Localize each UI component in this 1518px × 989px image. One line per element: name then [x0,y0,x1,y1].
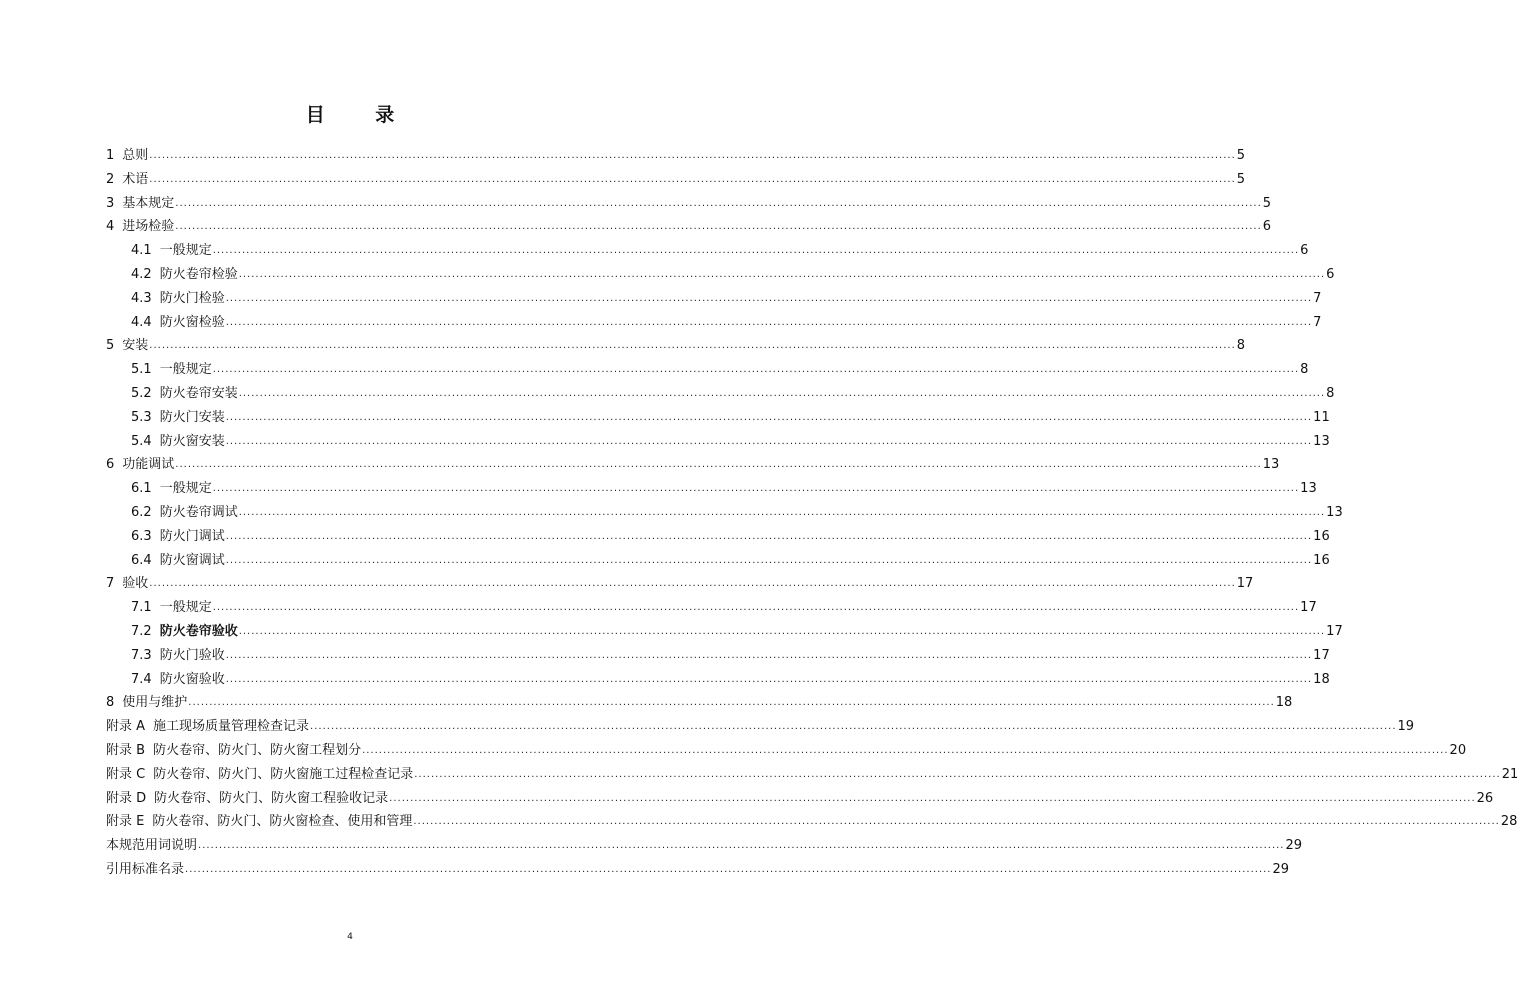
dot-leader: .................................................................................................................................................................................................................................................................... [225,530,1313,542]
toc-entry-page: 7 [1313,314,1322,330]
toc-entry-number: 7.3 [131,647,152,663]
toc-entry-label: 术语 [122,171,149,187]
toc-entry-page: 18 [1275,695,1293,711]
toc-entry[interactable] [131,644,1330,664]
dot-leader: .................................................................................................................................................................................................................................................................... [225,649,1313,661]
dot-leader: .................................................................................................................................................................................................................................................................... [413,816,1500,828]
toc-entry-label: 使用与维护 [122,695,188,711]
toc-entry-number: 5.4 [131,433,152,449]
page-title: 目 录 [305,104,417,126]
toc-entry-number: 附录 A [106,719,146,735]
toc-entry-number: 1 [106,148,115,163]
toc-entry-label: 防火门安装 [159,409,225,425]
toc-entry-label: 防火窗检验 [159,314,225,330]
toc-entry-number: 6.2 [131,505,152,520]
toc-entry-label: 防火门验收 [159,647,225,663]
toc-entry-page: 29 [1272,862,1290,877]
toc-entry-label: 防火门调试 [159,528,225,544]
dot-leader: .................................................................................................................................................................................................................................................................... [212,483,1300,495]
toc-entry-label: 防火卷帘验收 [159,624,238,639]
toc-entry[interactable] [131,596,1317,616]
toc-entry-label: 防火卷帘、防火门、防火窗工程划分 [153,743,362,758]
toc-entry[interactable] [106,739,1467,759]
toc-entry-page: 8 [1300,362,1309,378]
toc-entry-page: 17 [1326,624,1343,639]
toc-entry-number: 3 [106,195,115,211]
toc-entry-number: 附录 C [106,766,146,782]
toc-entry-page: 26 [1476,790,1494,806]
toc-entry-page: 17 [1236,576,1254,592]
dot-leader: .................................................................................................................................................................................................................................................................... [149,340,1236,352]
dot-leader: .................................................................................................................................................................................................................................................................... [198,840,1285,852]
toc-entry-page: 19 [1397,719,1415,735]
dot-leader: .................................................................................................................................................................................................................................................................... [188,697,1275,709]
toc-entry-page: 6 [1300,243,1309,259]
toc-entry-number: 2 [106,171,115,187]
toc-entry-label: 防火卷帘、防火门、防火窗施工过程检查记录 [153,766,414,782]
toc-entry-page: 5 [1236,148,1246,163]
dot-leader: .................................................................................................................................................................................................................................................................... [225,292,1313,304]
toc-entry-number: 7.2 [131,624,152,639]
toc-entry-number: 4.2 [131,267,152,282]
toc-entry-page: 20 [1449,743,1467,758]
dot-leader: .................................................................................................................................................................................................................................................................... [225,435,1313,447]
toc-entry-page: 18 [1313,671,1330,687]
toc-entry[interactable] [131,477,1317,497]
toc-entry-page: 11 [1313,409,1330,425]
toc-entry-label: 防火窗验收 [159,671,225,687]
toc-entry[interactable] [106,168,1246,188]
toc-entry-label: 引用标准名录 [106,862,185,877]
toc-entry[interactable] [106,192,1272,212]
toc-entry-page: 28 [1500,814,1518,830]
toc-entry-page: 16 [1313,552,1330,568]
toc-entry-number: 7.1 [131,600,152,616]
toc-entry-label: 功能调试 [122,457,175,473]
toc-entry-number: 5.2 [131,386,152,401]
toc-entry[interactable] [131,311,1322,331]
toc-entry-page: 13 [1313,433,1330,449]
toc-entry-page: 5 [1236,171,1246,187]
dot-leader: .................................................................................................................................................................................................................................................................... [175,221,1262,233]
toc-entry[interactable] [131,525,1330,545]
toc-entry[interactable] [131,501,1343,521]
toc-entry[interactable] [106,334,1246,354]
page-number: 4 [347,932,353,942]
toc-entry-label: 防火卷帘、防火门、防火窗工程验收记录 [154,790,389,806]
toc-entry-page: 7 [1313,290,1322,306]
toc-entry[interactable] [131,430,1330,450]
toc-entry[interactable] [106,453,1280,473]
toc-entry-number: 6.4 [131,552,152,568]
toc-entry-page: 5 [1262,195,1272,211]
dot-leader: .................................................................................................................................................................................................................................................................... [238,269,1326,280]
dot-leader: .................................................................................................................................................................................................................................................................... [238,388,1326,399]
dot-leader: .................................................................................................................................................................................................................................................................... [414,768,1501,780]
toc-entry-number: 6.1 [131,481,152,497]
toc-entry-label: 一般规定 [159,243,212,259]
toc-entry[interactable] [106,572,1254,592]
toc-entry-label: 一般规定 [159,600,212,616]
toc-entry[interactable] [131,549,1330,569]
toc-entry-page: 6 [1326,267,1335,282]
toc-entry-number: 4.3 [131,290,152,306]
toc-entry-label: 防火门检验 [159,290,225,306]
dot-leader: .................................................................................................................................................................................................................................................................... [310,721,1397,733]
toc-entry-label: 施工现场质量管理检查记录 [153,719,310,735]
toc-entry-number: 6 [106,457,115,473]
toc-entry-number: 7 [106,576,115,592]
dot-leader: .................................................................................................................................................................................................................................................................... [212,364,1300,376]
toc-entry[interactable] [131,287,1322,307]
toc-entry-number: 5.3 [131,409,152,425]
dot-leader: .................................................................................................................................................................................................................................................................... [149,173,1236,185]
toc-entry-number: 附录 E [106,814,145,830]
toc-entry[interactable] [106,691,1293,711]
dot-leader: .................................................................................................................................................................................................................................................................... [225,316,1313,328]
toc-entry[interactable] [131,620,1343,640]
toc-entry-label: 防火窗调试 [159,552,225,568]
toc-entry[interactable] [131,263,1335,283]
dot-leader: .................................................................................................................................................................................................................................................................... [212,245,1300,257]
toc-entry[interactable] [131,668,1330,688]
dot-leader: .................................................................................................................................................................................................................................................................... [225,673,1313,685]
toc-entry[interactable] [106,215,1272,235]
toc-entry[interactable] [106,763,1518,783]
dot-leader: .................................................................................................................................................................................................................................................................... [238,626,1326,637]
toc-entry[interactable] [106,787,1494,807]
toc-entry-page: 13 [1326,505,1343,520]
dot-leader: .................................................................................................................................................................................................................................................................... [362,745,1449,756]
toc-entry-label: 防火卷帘调试 [159,505,238,520]
dot-leader: .................................................................................................................................................................................................................................................................... [225,411,1313,423]
toc-entry[interactable] [131,358,1309,378]
dot-leader: .................................................................................................................................................................................................................................................................... [225,554,1313,566]
toc-entry-page: 29 [1285,838,1303,854]
toc-entry[interactable] [131,406,1330,426]
toc-entry-number: 4.4 [131,314,152,330]
toc-entry-label: 基本规定 [122,195,175,211]
dot-leader: .................................................................................................................................................................................................................................................................... [175,197,1262,209]
dot-leader: .................................................................................................................................................................................................................................................................... [149,578,1236,590]
toc-entry[interactable] [106,834,1303,854]
toc-entry-page: 13 [1300,481,1317,497]
toc-entry-label: 一般规定 [159,481,212,497]
toc-entry-number: 7.4 [131,671,152,687]
toc-entry-label: 防火卷帘检验 [159,267,238,282]
toc-entry-number: 8 [106,695,115,711]
toc-entry-page: 8 [1326,386,1335,401]
toc-entry-label: 一般规定 [159,362,212,378]
dot-leader: .................................................................................................................................................................................................................................................................... [149,150,1236,161]
toc-entry-number: 附录 D [106,790,147,806]
toc-entry-number: 4.1 [131,243,152,259]
dot-leader: .................................................................................................................................................................................................................................................................... [175,459,1262,471]
toc-entry-number: 6.3 [131,528,152,544]
toc-entry-label: 总则 [122,148,149,163]
toc-entry[interactable] [106,715,1415,735]
toc-entry-page: 6 [1262,219,1272,235]
toc-entry-label: 验收 [122,576,149,592]
toc-entry[interactable] [131,382,1335,402]
toc-entry-number: 5 [106,338,115,354]
toc-entry-label: 防火卷帘安装 [159,386,238,401]
toc-entry-label: 安装 [122,338,149,354]
toc-entry-page: 21 [1501,766,1518,782]
toc-entry-label: 本规范用词说明 [106,838,198,854]
toc-entry-page: 16 [1313,528,1330,544]
toc-entry[interactable] [131,239,1309,259]
toc-entry-page: 17 [1313,647,1330,663]
dot-leader: .................................................................................................................................................................................................................................................................... [238,507,1326,518]
toc-entry[interactable] [106,858,1290,878]
toc-entry-label: 进场检验 [122,219,175,235]
toc-entry-label: 防火窗安装 [159,433,225,449]
toc-entry-label: 防火卷帘、防火门、防火窗检查、使用和管理 [152,814,413,830]
toc-entry-page: 17 [1300,600,1317,616]
toc-entry-number: 附录 B [106,743,146,758]
toc-entry-number: 4 [106,219,115,235]
dot-leader: .................................................................................................................................................................................................................................................................... [185,864,1272,875]
toc-entry[interactable] [106,810,1518,830]
dot-leader: .................................................................................................................................................................................................................................................................... [389,792,1476,804]
dot-leader: .................................................................................................................................................................................................................................................................... [212,602,1300,614]
toc-entry-number: 5.1 [131,362,152,378]
toc-entry-page: 8 [1236,338,1246,354]
toc-entry[interactable] [106,144,1246,164]
toc-entry-page: 13 [1262,457,1280,473]
